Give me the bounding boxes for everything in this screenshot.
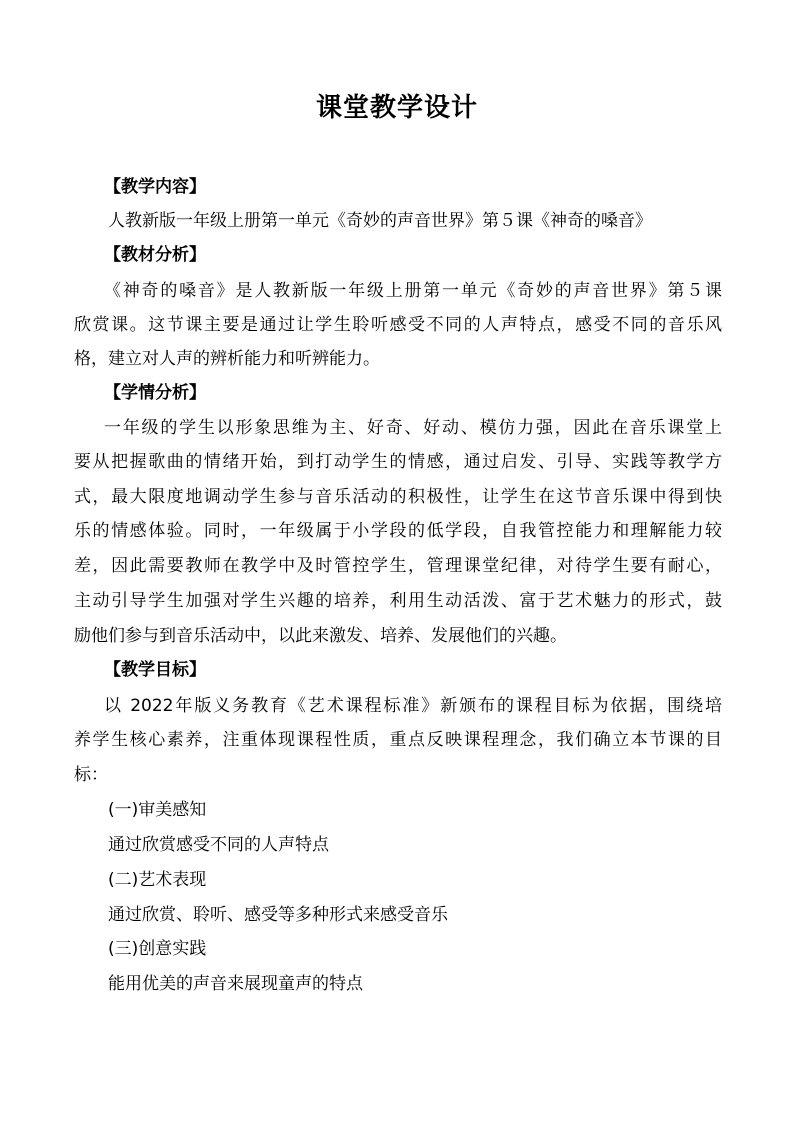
material-paragraph-line: 欣赏课。这节课主要是通过让学生聆听感受不同的人声特点，感受不同的音乐风	[74, 315, 722, 335]
goal-item-label: (一)审美感知	[108, 800, 207, 820]
section-heading-content: 【教学内容】	[104, 177, 206, 197]
students-paragraph-line: 励他们参与到音乐活动中，以此来激发、培养、发展他们的兴趣。	[74, 626, 567, 646]
section-heading-students: 【学情分析】	[104, 383, 206, 403]
students-paragraph-line: 式，最大限度地调动学生参与音乐活动的积极性，让学生在这节音乐课中得到快	[74, 487, 722, 507]
section-heading-goals: 【教学目标】	[104, 660, 206, 680]
students-paragraph-line: 差，因此需要教师在教学中及时管控学生，管理课堂纪律，对待学生要有耐心，	[74, 556, 722, 576]
goal-item-label: (三)创意实践	[108, 939, 207, 959]
page-title: 课堂教学设计	[315, 93, 478, 123]
goals-paragraph-line: 养学生核心素养，注重体现课程性质，重点反映课程理念，我们确立本节课的目	[74, 730, 722, 750]
students-paragraph-line: 乐的情感体验。同时，一年级属于小学段的低学段，自我管控能力和理解能力较	[74, 521, 722, 541]
students-paragraph-line: 主动引导学生加强对学生兴趣的培养，利用生动活泼、富于艺术魅力的形式，鼓	[74, 591, 722, 611]
goal-item-text: 通过欣赏、聆听、感受等多种形式来感受音乐	[108, 905, 448, 925]
material-paragraph-line: 《神奇的嗓音》是人教新版一年级上册第一单元《奇妙的声音世界》第５课	[104, 281, 722, 301]
goals-paragraph-line: 以 2022年版义务教育《艺术课程标准》新颁布的课程目标为依据，围绕培	[104, 696, 722, 716]
students-paragraph-line: 一年级的学生以形象思维为主、好奇、好动、模仿力强，因此在音乐课堂上	[104, 418, 722, 438]
goal-item-text: 能用优美的声音来展现童声的特点	[108, 974, 363, 994]
goal-item-label: (二)艺术表现	[108, 870, 207, 890]
goals-paragraph-line: 标：	[74, 765, 108, 785]
content-line: 人教新版一年级上册第一单元《奇妙的声音世界》第５课《神奇的嗓音》	[108, 211, 652, 231]
students-paragraph-line: 要从把握歌曲的情绪开始，到打动学生的情感，通过启发、引导、实践等教学方	[74, 452, 722, 472]
goal-item-text: 通过欣赏感受不同的人声特点	[108, 835, 329, 855]
section-heading-material: 【教材分析】	[104, 245, 206, 265]
material-paragraph-line: 格，建立对人声的辨析能力和听辨能力。	[74, 349, 380, 369]
